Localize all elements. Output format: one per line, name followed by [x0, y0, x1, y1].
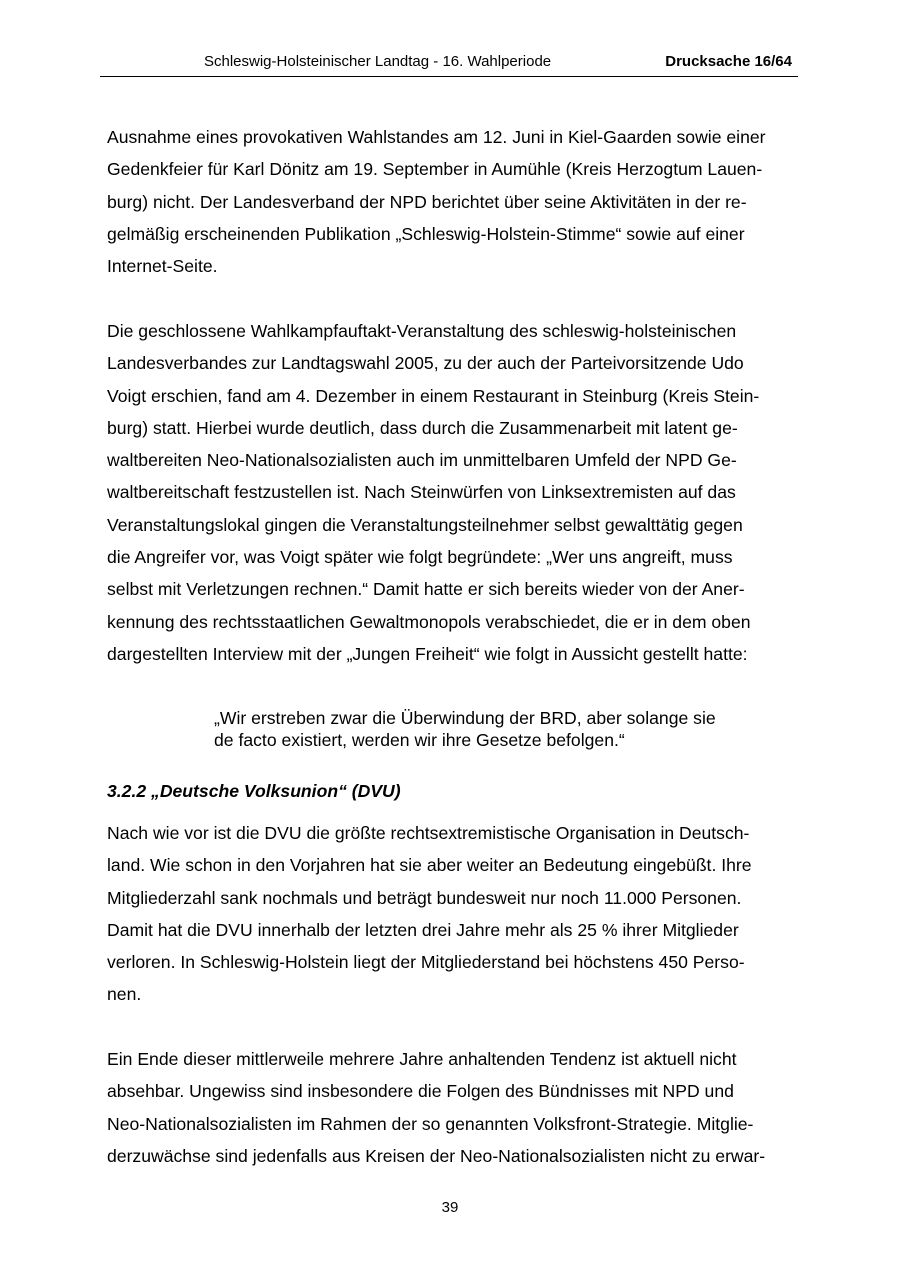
text-line: selbst mit Verletzungen rechnen.“ Damit hatte er sich bereits wieder von der Aner- [107, 579, 745, 600]
quote-line: „Wir erstreben zwar die Überwindung der BRD, aber solange sie [214, 708, 716, 728]
text-line: Nach wie vor ist die DVU die größte rechtsextremistische Organisation in Deutsch- [107, 823, 750, 843]
header-title: Schleswig-Holsteinischer Landtag - 16. Wahlperiode [204, 53, 552, 70]
text-line: land. Wie schon in den Vorjahren hat sie aber weiter an Bedeutung eingebüßt. Ihre [107, 855, 752, 876]
section-heading: 3.2.2 „Deutsche Volksunion“ (DVU) [107, 781, 401, 801]
text-line: Neo-Nationalsozialisten im Rahmen der so genannten Volksfront-Strategie. Mitglie- [107, 1113, 754, 1134]
text-line: burg) nicht. Der Landesverband der NPD berichtet über seine Aktivitäten in der re- [107, 191, 747, 212]
page-number: 39 [441, 1199, 459, 1216]
paragraph-3 [107, 817, 797, 1011]
text-line: Ein Ende dieser mittlerweile mehrere Jahre anhaltenden Tendenz ist aktuell nicht [107, 1049, 737, 1069]
text-line: Landesverbandes zur Landtagswahl 2005, zu der auch der Parteivorsitzende Udo [107, 353, 744, 374]
text-line: Internet-Seite. [107, 256, 218, 277]
text-line: burg) statt. Hierbei wurde deutlich, dass durch die Zusammenarbeit mit latent ge- [107, 417, 738, 438]
text-line: absehbar. Ungewiss sind insbesondere die Folgen des Bündnisses mit NPD und [107, 1081, 734, 1102]
text-line: Mitgliederzahl sank nochmals und beträgt bundesweit nur noch 11.000 Personen. [107, 887, 742, 908]
text-line: Die geschlossene Wahlkampfauftakt-Veranstaltung des schleswig-holsteinischen [107, 321, 737, 341]
text-line: kennung des rechtsstaatlichen Gewaltmonopols verabschiedet, die er in dem oben [107, 611, 751, 632]
text-line: die Angreifer vor, was Voigt später wie folgt begründete: „Wer uns angreift, muss [107, 547, 733, 568]
text-line: nen. [107, 984, 142, 1005]
text-line: gelmäßig erscheinenden Publikation „Schleswig-Holstein-Stimme“ sowie auf einer [107, 223, 745, 244]
text-line: derzuwächse sind jedenfalls aus Kreisen der Neo-Nationalsozialisten nicht zu erwar- [107, 1145, 766, 1166]
quote-line: de facto existiert, werden wir ihre Gesetze befolgen.“ [214, 730, 625, 750]
text-line: Veranstaltungslokal gingen die Veranstaltungsteilnehmer selbst gewalttätig gegen [107, 514, 743, 535]
text-line: verloren. In Schleswig-Holstein liegt der Mitgliederstand bei höchstens 450 Perso- [107, 952, 745, 973]
text-line: Gedenkfeier für Karl Dönitz am 19. September in Aumühle (Kreis Herzogtum Lauen- [107, 159, 763, 180]
paragraph-4 [107, 1043, 797, 1172]
text-line: Ausnahme eines provokativen Wahlstandes am 12. Juni in Kiel-Gaarden sowie einer [107, 127, 766, 147]
text-line: waltbereiten Neo-Nationalsozialisten auch im unmittelbaren Umfeld der NPD Ge- [107, 450, 737, 471]
block-quote [214, 707, 716, 751]
paragraph-1 [107, 121, 797, 282]
text-line: dargestellten Interview mit der „Jungen Freiheit“ wie folgt in Aussicht gestellt hatte: [107, 643, 748, 664]
page-header [100, 52, 798, 77]
document-number: Drucksache 16/64 [665, 53, 792, 70]
text-line: Voigt erschien, fand am 4. Dezember in einem Restaurant in Steinburg (Kreis Stein- [107, 385, 760, 406]
text-line: Damit hat die DVU innerhalb der letzten drei Jahre mehr als 25 % ihrer Mitglieder [107, 919, 739, 940]
paragraph-2 [107, 315, 797, 670]
text-line: waltbereitschaft festzustellen ist. Nach Steinwürfen von Linksextremisten auf das [107, 482, 736, 503]
